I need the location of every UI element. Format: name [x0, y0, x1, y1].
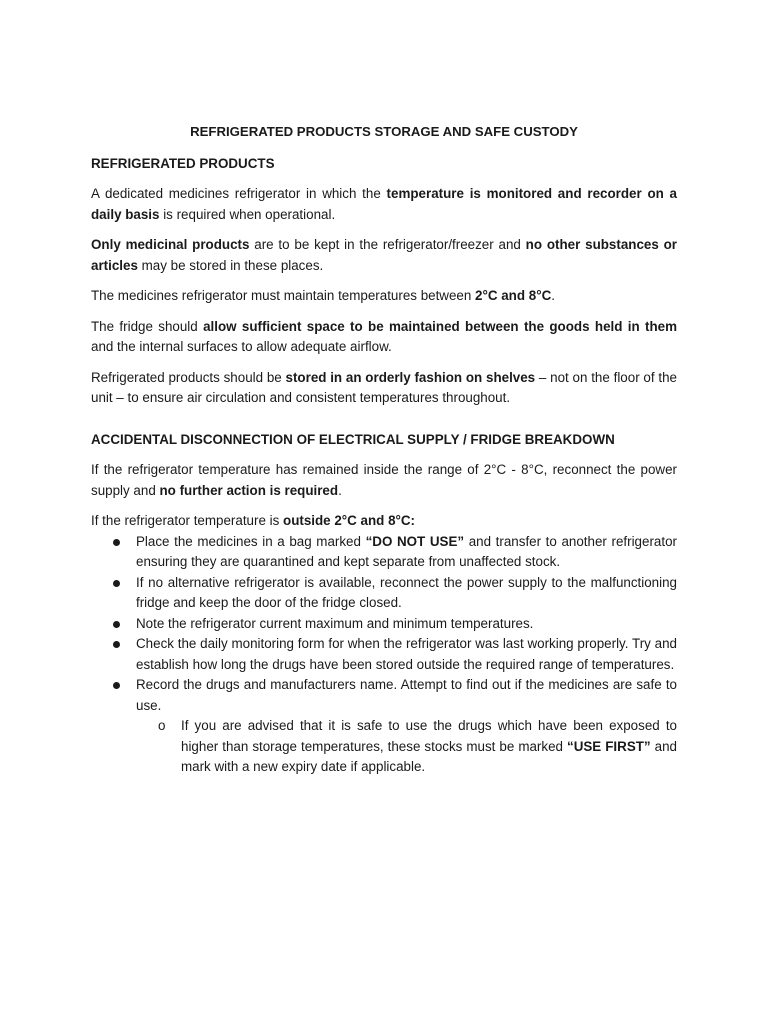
text-run: If the refrigerator temperature has remained inside the range of 2°C - 8°C, reconnect the power supply and — [91, 462, 677, 498]
sub-bullet-marker: o — [158, 718, 166, 733]
sub-bullet-list — [136, 716, 677, 778]
text-run: Place the medicines in a bag marked — [136, 533, 366, 549]
text-run: and mark with a new expiry date if applicable. — [181, 738, 677, 774]
list-item — [91, 573, 677, 614]
paragraph-temperature-range — [91, 286, 677, 307]
text-run: – not on the floor of the unit – to ensure air circulation and consistent temperatures throughout. — [91, 369, 677, 405]
text-run: . — [551, 288, 555, 303]
text-run: The fridge should — [91, 318, 204, 334]
sub-list-item — [136, 716, 677, 778]
bold-text-run: 2°C and 8°C — [475, 288, 552, 303]
section-heading-refrigerated-products: REFRIGERATED PRODUCTS — [91, 155, 275, 171]
bullet-icon — [113, 539, 120, 546]
text-run: is required when operational. — [159, 206, 336, 222]
paragraph-dedicated-refrigerator — [91, 184, 677, 225]
bold-text-run: “USE FIRST” — [567, 738, 651, 754]
list-item — [91, 675, 677, 778]
bold-text-run: no other substances or articles — [91, 237, 677, 273]
text-run: are to be kept in the refrigerator/freezer and — [249, 237, 526, 252]
bold-text-run: outside 2°C and 8°C: — [283, 513, 415, 528]
paragraph-sufficient-space — [91, 317, 677, 358]
text-run: may be stored in these places. — [137, 257, 324, 273]
text-run: Check the daily monitoring form for when the refrigerator was last working properly. Try and establish how long the drugs have been stored outside the required range of temperatures. — [136, 636, 677, 672]
bold-text-run: Only medicinal products — [91, 237, 250, 252]
text-run: Refrigerated products should be — [91, 369, 286, 385]
bold-text-run: allow sufficient space to be maintained between the goods held in them — [203, 318, 677, 334]
text-run: and the internal surfaces to allow adequate airflow. — [91, 339, 392, 354]
document-page — [91, 122, 677, 778]
text-run: . — [338, 482, 342, 498]
list-item — [91, 634, 677, 675]
list-item — [91, 614, 677, 635]
bullet-icon — [113, 682, 120, 689]
text-run: Record the drugs and manufacturers name. Attempt to find out if the medicines are safe to use. — [136, 677, 677, 713]
section-heading-accidental-disconnection: ACCIDENTAL DISCONNECTION OF ELECTRICAL SUPPLY / FRIDGE BREAKDOWN — [91, 431, 615, 447]
action-bullet-list — [91, 532, 677, 778]
bold-text-run: stored in an orderly fashion on shelves — [285, 369, 536, 385]
bold-text-run: “DO NOT USE” — [365, 533, 465, 549]
text-run: The medicines refrigerator must maintain temperatures between — [91, 288, 476, 303]
paragraph-inside-range — [91, 460, 677, 501]
text-run: Note the refrigerator current maximum and minimum temperatures. — [136, 615, 534, 631]
paragraph-orderly-storage — [91, 368, 677, 409]
text-run: and transfer to another refrigerator ensuring they are quarantined and kept separate from unaffected stock. — [136, 533, 677, 569]
paragraph-only-medicinal-products — [91, 235, 677, 276]
bold-text-run: temperature is monitored and recorder on a daily basis — [91, 186, 677, 222]
text-run: If you are advised that it is safe to use the drugs which have been exposed to higher than storage temperatures, these stocks must be marked — [181, 718, 677, 754]
list-item — [91, 532, 677, 573]
document-title: REFRIGERATED PRODUCTS STORAGE AND SAFE CUSTODY — [190, 124, 578, 139]
bullet-icon — [113, 580, 120, 587]
bullet-icon — [113, 641, 120, 648]
text-run: If no alternative refrigerator is available, reconnect the power supply to the malfunctioning fridge and keep the door of the fridge closed. — [136, 574, 677, 610]
bullet-icon — [113, 621, 120, 628]
text-run: If the refrigerator temperature is — [91, 513, 284, 528]
bold-text-run: no further action is required — [159, 482, 339, 498]
text-run: A dedicated medicines refrigerator in which the — [91, 186, 387, 201]
paragraph-outside-range — [91, 511, 677, 532]
